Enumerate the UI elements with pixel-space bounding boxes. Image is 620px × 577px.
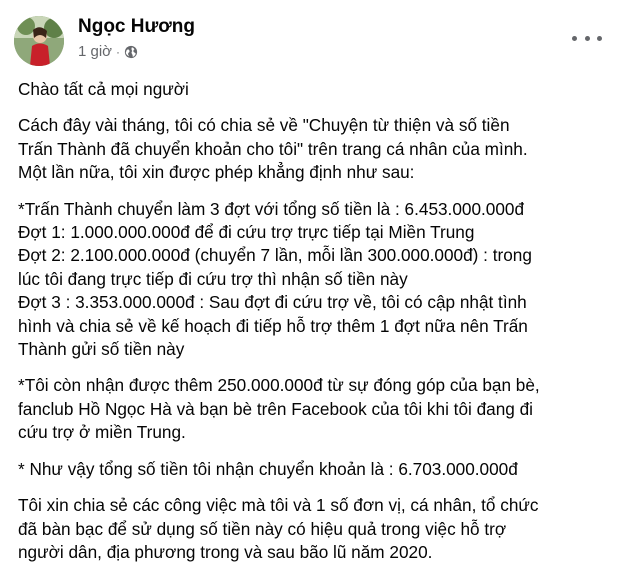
post-paragraph <box>18 114 614 184</box>
post-text-line: Đợt 2: 2.100.000.000đ (chuyển 7 lần, mỗi lần 300.000.000đ) : trong <box>18 245 532 266</box>
dot-icon <box>585 36 590 41</box>
post-meta <box>78 42 195 62</box>
avatar[interactable] <box>14 16 64 66</box>
dot-icon <box>597 36 602 41</box>
post-text-line: Đợt 1: 1.000.000.000đ để đi cứu trợ trực tiếp tại Miền Trung <box>18 222 475 243</box>
post-text-line: Trấn Thành đã chuyển khoản cho tôi" trên trang cá nhân của mình. <box>18 138 528 159</box>
globe-icon[interactable] <box>124 45 138 59</box>
post-text-line: đã bàn bạc để sử dụng số tiền này có hiệu quả trong việc hỗ trợ <box>18 518 507 539</box>
post-paragraph <box>18 198 614 362</box>
post-text-line: Cách đây vài tháng, tôi có chia sẻ về "Chuyện từ thiện và số tiền <box>18 115 510 136</box>
more-horizontal-icon[interactable] <box>572 30 602 46</box>
post-text-line: hình và chia sẻ về kế hoạch đi tiếp hỗ trợ thêm 1 đợt nữa nên Trấn <box>18 315 528 336</box>
post-text-line: lúc tôi đang trực tiếp đi cứu trợ thì nhận số tiền này <box>18 268 408 289</box>
post-paragraph <box>18 458 614 481</box>
post-paragraph <box>18 78 614 101</box>
post-text-line: *Trấn Thành chuyển làm 3 đợt với tổng số tiền là : 6.453.000.000đ <box>18 198 525 219</box>
post-text-line: cứu trợ ở miền Trung. <box>18 422 186 443</box>
post-text-line: fanclub Hồ Ngọc Hà và bạn bè trên Facebook của tôi khi tôi đang đi <box>18 398 533 419</box>
author-name[interactable]: Ngọc Hương <box>78 16 195 37</box>
post-header <box>14 12 606 68</box>
post-text-line: *Tôi còn nhận được thêm 250.000.000đ từ sự đóng góp của bạn bè, <box>18 375 540 396</box>
post-text-line: Tôi xin chia sẻ các công việc mà tôi và 1 số đơn vị, cá nhân, tổ chức <box>18 495 539 516</box>
dot-icon <box>572 36 577 41</box>
post-text-line: Chào tất cả mọi người <box>18 79 189 99</box>
post-body <box>18 78 614 577</box>
avatar-photo <box>14 16 64 66</box>
meta-separator: · <box>116 45 121 59</box>
post-paragraph <box>18 494 614 564</box>
post-text-line: Thành gửi số tiền này <box>18 339 185 360</box>
post-text-line: * Như vậy tổng số tiền tôi nhận chuyển khoản là : 6.703.000.000đ <box>18 458 518 479</box>
author-block <box>78 14 195 62</box>
post-text-line: Đợt 3 : 3.353.000.000đ : Sau đợt đi cứu trợ về, tôi có cập nhật tình <box>18 292 527 313</box>
post-text-line: người dân, địa phương trong và sau bão lũ năm 2020. <box>18 541 433 562</box>
post-time[interactable]: 1 giờ <box>78 43 113 60</box>
post-text-line: Một lần nữa, tôi xin được phép khẳng định như sau: <box>18 162 415 183</box>
post-paragraph <box>18 374 614 444</box>
